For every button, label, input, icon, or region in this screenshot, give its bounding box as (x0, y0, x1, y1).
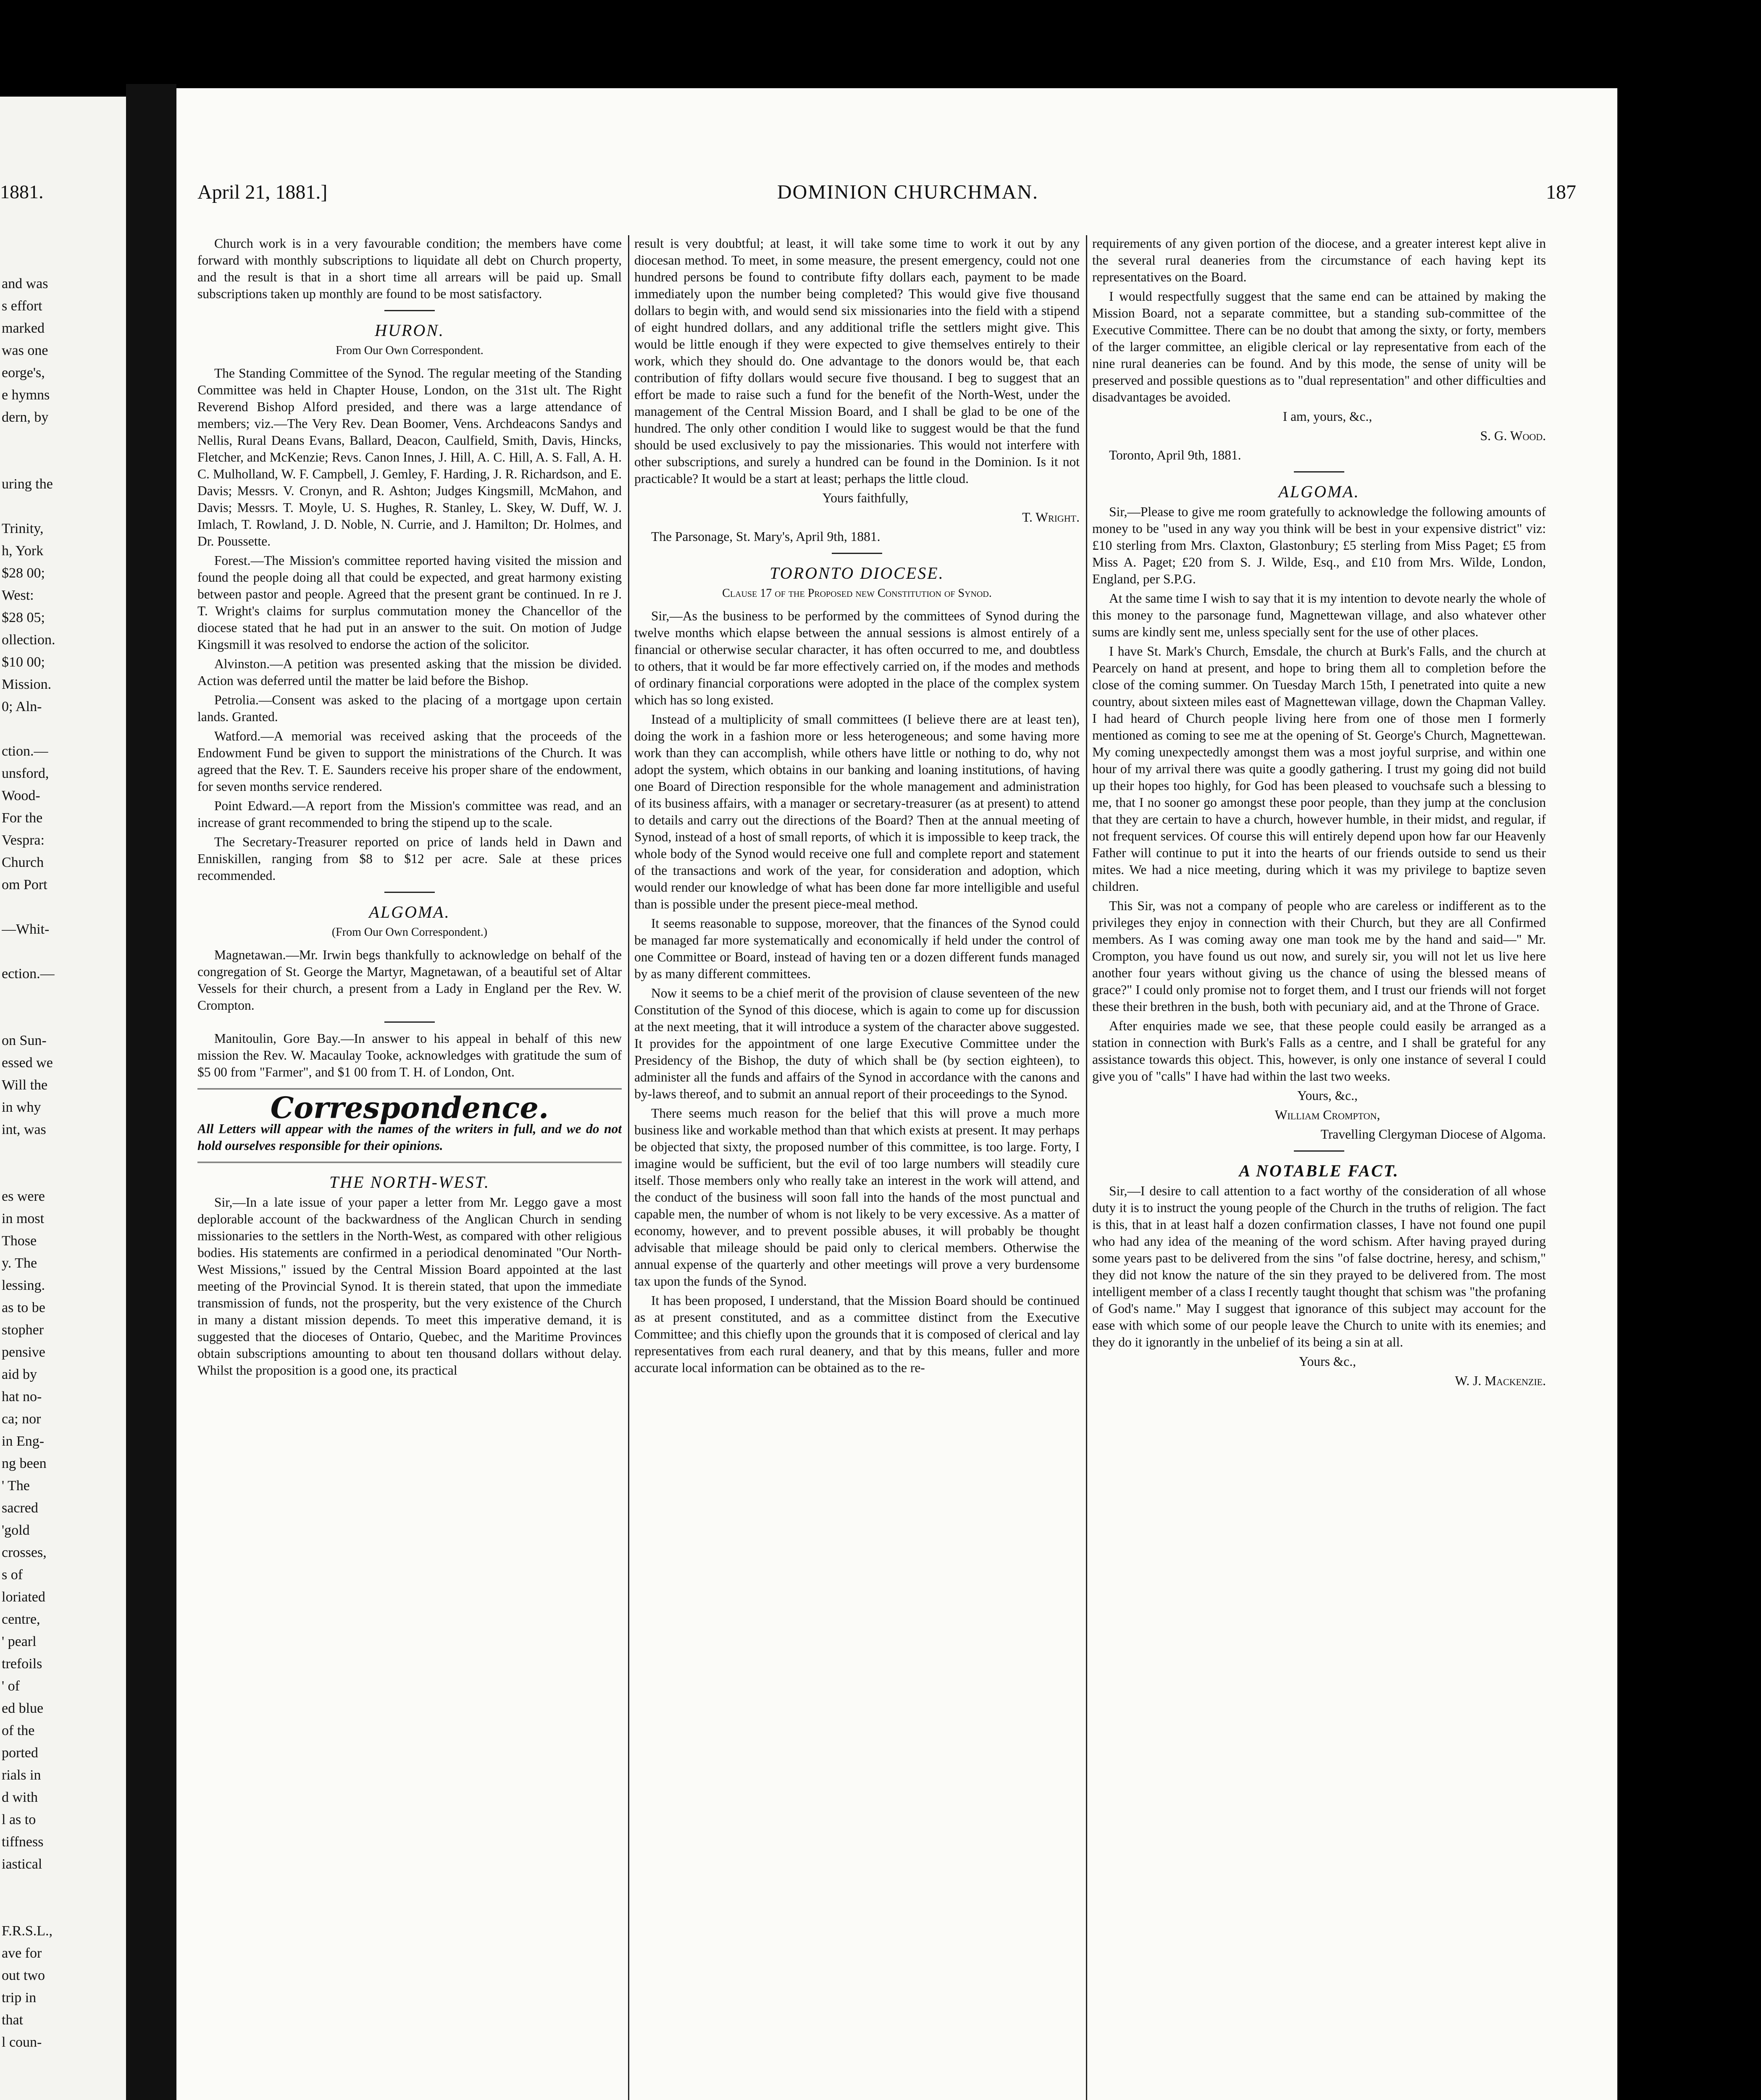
left-page-line: Those (2, 1233, 37, 1249)
left-page-line: ' The (2, 1478, 30, 1494)
correspondence-heading: Correspondence. (270, 1090, 549, 1125)
north-west-heading: THE NORTH-WEST. (329, 1173, 490, 1192)
left-page-line: ng been (2, 1456, 47, 1471)
left-page-line: F.R.S.L., (2, 1923, 53, 1939)
left-page-line: rials in (2, 1767, 41, 1783)
left-page-line: stopher (2, 1322, 44, 1338)
letter-place: The Parsonage, St. Mary's, April 9th, 1881. (651, 529, 880, 544)
algoma-letter-paragraph: At the same time I wish to say that it is my intention to devote nearly the whole of this money to the parsonage fund, Magnettewan village, and also whatever other sums are kindly sent me, unless specially sent for the use of other places. (1092, 591, 1546, 639)
left-page-line: Mission. (2, 677, 52, 692)
left-page-line: that (2, 2012, 23, 2028)
huron-paragraph: Petrolia.—Consent was asked to the placing of a mortgage upon certain lands. Granted. (197, 693, 622, 724)
left-page-line: as to be (2, 1300, 45, 1315)
left-page-line: centre, (2, 1612, 40, 1627)
toronto-continued: requirements of any given portion of the diocese, and a greater interest kept alive in the several rural deaneries from the circumstance of each having kept its representatives on the Board. (1092, 236, 1546, 284)
toronto-paragraph: It has been proposed, I understand, that the Mission Board should be continued as at present constituted, and as a committee distinct from the Executive Committee; and this chiefly upon the grounds that it is composed of clerical and lay representatives from each rural deanery, and that by this means, fuller and more accurate local information can be obtained as to the re- (634, 1293, 1080, 1375)
left-page-line: in Eng- (2, 1433, 45, 1449)
huron-paragraph: Forest.—The Mission's committee reported having visited the mission and found the people doing all that could be expected, and great harmony existing between pastor and people. Agreed that the present grant be continued. In re J. T. Wright's claims for surplus commutation money the Chancellor of the diocese stated that he had put in an answer to the suit. On motion of Judge Kingsmill it was resolved to endorse the action of the solicitor. (197, 553, 622, 652)
page-number: 187 (1546, 181, 1576, 203)
correspondence-note: All Letters will appear with the names of the writers in full, and we do not hold ourselves responsible for their opinions. (197, 1121, 622, 1153)
left-page-line: unsford, (2, 766, 49, 781)
algoma-letter-paragraph: This Sir, was not a company of people who are careless or indifferent as to the privileges they enjoy in connection with their Church, but they are all Confirmed members. As I was coming away one man took me by the hand and said—" Mr. Crompton, you have found us out now, and surely sir, you will not let us live here another four years without giving us the chance of using the blessed means of grace?" I could only promise not to forget them, and I trust our friends will not forget these their brethren in the bush, both with pecuniary aid, and at the Throne of Grace. (1092, 898, 1546, 1014)
letter-closing: Yours faithfully, (822, 491, 909, 505)
left-page-line: $28 05; (2, 610, 45, 625)
column-1 (197, 235, 622, 2100)
divider (1294, 1150, 1344, 1152)
algoma-letter-paragraph: Sir,—Please to give me room gratefully to acknowledge the following amounts of money to be "used in any way you think will be best in your expensive district" viz: £10 sterling from Mrs. Claxton, Glastonbury; £5 sterling from Miss Paget; £5 from Miss A. Paget; £20 from S. J. Wilde, Esq., and £10 from Mrs. Wilde, London, England, per S.P.G. (1092, 504, 1546, 586)
left-page-line: trefoils (2, 1656, 42, 1672)
double-rule (197, 1088, 622, 1089)
column-rule (628, 235, 629, 2100)
toronto-paragraph: There seems much reason for the belief that this will prove a much more business like and workable method than that which exists at present. It may perhaps be objected that sixty, the proposed number of this committee, is too large. Forty, I imagine would be sufficient, but the evil of too large numbers will steadily cure itself. Those members only who really take an interest in the work will attend, and the conduct of the business will soon fall into the hands of the most punctual and capable men, the number of whom is not likely to be very excessive. As a matter of economy, however, and to prevent possible abuses, it will probably be thought advisable that mileage should be paid only to clerical members. Otherwise the annual expense of the quarterly and other meetings will prove a very burdensome tax upon the funds of the Synod. (634, 1106, 1080, 1289)
divider (384, 892, 435, 893)
toronto-paragraph: Now it seems to be a chief merit of the provision of clause seventeen of the new Constitution of the Synod of this diocese, which is again to come up for discussion at the next meeting, that it will introduce a system of the character above suggested. It provides for the appointment of one large Executive Committee under the Presidency of the Bishop, the duty of which shall be (by section eighteen), to administer all the funds and affairs of the Synod in accordance with the canons and by-laws thereof, and to submit an annual report of their proceedings to the Synod. (634, 986, 1080, 1101)
left-page-line: int, was (2, 1122, 46, 1137)
algoma-letter-paragraph: I have St. Mark's Church, Emsdale, the church at Burk's Falls, and the church at Pearcely on hand at present, and hope to bring them all to completion before the close of the coming summer. On Tuesday March 15th, I penetrated into quite a new country, about sixteen miles east of Magnettewan village, down the Chapman Valley. I had heard of Church people living here from one of those men I formerly mentioned as coming to see me at the opening of St. George's Church, Magnettewan. My coming unexpectedly amongst them was a most joyful surprise, and within one hour of my arrival there was quite a goodly gathering. I trust my going did not build up their hopes too highly, for God has been pleased to vouchsafe such a blessing to me, that I no sooner go amongst these poor people, than they jump at the conclusion that they are certain to have a church, however humble, in their midst, and regular, if not frequent services. Of course this will entirely depend upon how far our Heavenly Father will continue to put it into the hearts of our friends outside to send us their mites. We had a nice meeting, during which it was my privilege to baptize seven children. (1092, 644, 1546, 894)
left-page-line: s effort (2, 298, 42, 314)
left-page-line: —Whit- (2, 921, 50, 937)
intro-paragraph: Church work is in a very favourable condition; the members have come forward with monthly subscriptions to liquidate all debt on Church property, and the result is that in a short time all arrears will be paid up. Small subscriptions taken up monthly are found to be most satisfactory. (197, 236, 622, 301)
left-page-line: l as to (2, 1812, 36, 1827)
north-west-paragraph: Sir,—In a late issue of your paper a letter from Mr. Leggo gave a most deplorable account of the backwardness of the Anglican Church in sending missionaries to the settlers in the North-West, as compared with other religious bodies. His statements are confirmed in a periodical denominated "Our North-West Missions," issued by the Central Mission Board appointed at the last meeting of the Provincial Synod. It is therein stated, that upon the immediate transmission of funds, not the prosperity, but the very existence of the Church in many a distant mission depends. To meet this imperative demand, it is suggested that the dioceses of Ontario, Quebec, and the Maritime Provinces obtain subscriptions amounting to about ten thousand dollars without delay. Whilst the proposition is a good one, its practical (197, 1195, 622, 1378)
left-page-line: Vespra: (2, 832, 45, 848)
column-rule (1086, 235, 1087, 2100)
letter-closing: Yours, &c., (1297, 1088, 1358, 1103)
left-page-line: Will the (2, 1077, 48, 1093)
left-page-line: $10 00; (2, 654, 45, 670)
left-page-fragment (0, 97, 126, 2100)
algoma-subheading: (From Our Own Correspondent.) (331, 926, 488, 939)
left-page-line: ported (2, 1745, 38, 1761)
left-page-line: ection.— (2, 966, 55, 982)
letter-closing: I am, yours, &c., (1283, 409, 1372, 424)
left-page-line: For the (2, 810, 43, 826)
letter-role: Travelling Clergyman Diocese of Algoma. (1320, 1127, 1546, 1142)
huron-heading: HURON. (375, 321, 444, 340)
notable-fact-paragraph: Sir,—I desire to call attention to a fact worthy of the consideration of all whose duty it is to instruct the young people of the Church in the truths of religion. The fact is this, that in at least half a dozen confirmation classes, I have not found one pupil who had any idea of the meaning of the word schism. After having prayed during some years past to be delivered from the sins "of false doctrine, heresy, and schism," they did not know the nature of the sin they prayed to be delivered from. The most intelligent member of a class I recently taught thought that schism was "the profaning of God's name." May I suggest that ignorance of this subject may account for the ease with which some of our people leave the Church to unite with its enemies; and they do it ignorantly in the unbelief of its being a sin at all. (1092, 1184, 1546, 1349)
left-page-line: ollection. (2, 632, 55, 648)
left-page-line (2, 2098, 126, 2100)
left-page-line: y. The (2, 1255, 37, 1271)
left-page-line: Wood- (2, 788, 40, 803)
left-page-line: eorge's, (2, 365, 45, 381)
toronto-paragraph: Sir,—As the business to be performed by the committees of Synod during the twelve months which elapse between the annual sessions is almost entirely of a financial or otherwise secular character, it has often occurred to me, and doubtless to others, that it would be far more effectively carried on, if the modes and methods of ordinary financial corporations were adopted in the place of the complex system which has so long existed. (634, 609, 1080, 707)
left-page-line: lessing. (2, 1278, 45, 1293)
header-title: DOMINION CHURCHMAN. (777, 181, 1039, 203)
huron-paragraph: Watford.—A memorial was received asking that the proceeds of the Endowment Fund be given to support the ministrations of the Church. It was agreed that the Rev. T. E. Saunders receive his proper share of the endowment, for seven months service rendered. (197, 729, 622, 794)
divider (384, 1021, 435, 1023)
huron-paragraph: Point Edward.—A report from the Mission's committee was read, and an increase of grant recommended to bring the stipend up to the scale. (197, 798, 622, 830)
left-page-line: trip in (2, 1990, 37, 2006)
toronto-paragraph: It seems reasonable to suppose, moreover, that the finances of the Synod could be managed far more systematically and economically if held under the control of one Committee or Board, instead of having ten or a dozen different funds managed by as many different committees. (634, 916, 1080, 981)
left-page-line: was one (2, 343, 48, 358)
left-page-line: Church (2, 855, 44, 870)
left-page-line: in most (2, 1211, 45, 1226)
notable-fact-heading: A NOTABLE FACT. (1239, 1161, 1399, 1180)
column-2 (634, 235, 1080, 2100)
left-page-line: and was (2, 276, 48, 291)
huron-paragraph: Alvinston.—A petition was presented asking that the mission be divided. Action was deferred until the matter be laid before the Bishop. (197, 656, 622, 688)
left-page-line: h, York (2, 543, 44, 559)
left-page-line: $28 00; (2, 565, 45, 581)
left-page-line: loriated (2, 1589, 45, 1605)
left-page-line: d with (2, 1790, 38, 1805)
left-page-line: 'gold (2, 1522, 30, 1538)
left-page-line: ed blue (2, 1701, 44, 1716)
left-page-line: ca; nor (2, 1411, 41, 1427)
toronto-paragraph: I would respectfully suggest that the same end can be attained by making the Mission Board, not a separate committee, but a standing sub-committee of the Executive Committee. There can be no doubt that among the sixty, or forty, members of the larger committee, an eligible clerical or lay representative from each of the nine rural deaneries can be found. And by this mode, the sense of unity will be preserved and possible questions as to "dual representation" and other difficulties and disadvantages be avoided. (1092, 289, 1546, 404)
left-page-line: of the (2, 1723, 35, 1738)
letter-signature: William Crompton, (1275, 1108, 1380, 1122)
algoma-paragraph: Manitoulin, Gore Bay.—In answer to his appeal in behalf of this new mission the Rev. W. Macaulay Tooke, acknowledges with gratitude the sum of $5 00 from "Farmer", and $1 00 from T. H. of London, Ont. (197, 1031, 622, 1079)
left-page-line: es were (2, 1189, 45, 1204)
header-date: April 21, 1881.] (197, 181, 328, 203)
left-page-line: ave for (2, 1945, 42, 1961)
left-page-line: hat no- (2, 1389, 42, 1404)
left-page-line: Trinity, (2, 521, 44, 536)
column-3 (1092, 235, 1546, 2100)
left-page-line: out two (2, 1968, 45, 1983)
running-header (176, 88, 1617, 203)
left-page-line: iastical (2, 1856, 42, 1872)
left-page-line: marked (2, 320, 45, 336)
letter-closing: Yours &c., (1299, 1354, 1356, 1369)
huron-subheading: From Our Own Correspondent. (336, 344, 484, 357)
double-rule (197, 1162, 622, 1163)
left-page-line: s of (2, 1567, 23, 1583)
divider (384, 310, 435, 311)
divider (1294, 471, 1344, 472)
toronto-heading: TORONTO DIOCESE. (770, 564, 944, 583)
left-page-line: sacred (2, 1500, 38, 1516)
huron-paragraph: The Secretary-Treasurer reported on price of lands held in Dawn and Enniskillen, ranging from $8 to $12 per acre. Sale at these prices recommended. (197, 835, 622, 883)
left-page-line: 0; Aln- (2, 699, 42, 714)
left-page-line: aid by (2, 1367, 37, 1382)
letter-place: Toronto, April 9th, 1881. (1109, 448, 1241, 462)
letter-signature: T. Wright. (1022, 510, 1080, 525)
left-page-line: e hymns (2, 387, 50, 403)
toronto-subheading: Clause 17 of the Proposed new Constitution of Synod. (722, 587, 992, 600)
huron-paragraph: The Standing Committee of the Synod. The regular meeting of the Standing Committee was held in Chapter House, London, on the 31st ult. The Right Reverend Bishop Alford presided, and there was a large attendance of members; viz.—The Very Rev. Dean Boomer, Vens. Archdeacons Sandys and Nellis, Rural Deans Evans, Ballard, Deacon, Caulfield, Smith, Davis, Hincks, Fletcher, and McKenzie; Revs. Canon Innes, J. Hill, A. C. Hill, A. S. Fall, A. H. C. Mulholland, W. F. Campbell, J. Gemley, F. Harding, J. R. Richardson, and E. Davis; Messrs. V. Cronyn, and R. Ashton; Judges Kingsmill, McMahon, and Davis; Messrs. T. Moyle, U. S. Hughes, R. Stanley, L. Skey, W. Duff, W. J. Imlach, T. Rowland, J. D. Noble, N. Currie, and J. Hamilton; Dr. Holmes, and Dr. Poussette. (197, 366, 622, 549)
left-page-line: crosses, (2, 1545, 47, 1560)
left-page-line: uring the (2, 476, 53, 492)
toronto-paragraph: Instead of a multiplicity of small committees (I believe there are at least ten), doing the work in a fashion more or less heterogeneous; and some having more work than they can accomplish, while others have little or nothing to do, why not adopt the system, which obtains in our banking and loaning institutions, of having one Board of Direction responsible for the whole management and administration of its business affairs, with a manager or secretary-treasurer (as at present) to attend to details and carry out the directions of the Board? Then at the annual meeting of Synod, instead of a host of small reports, of which it is impossible to keep track, the whole body of the Synod would receive one full and complete report and statement of the transactions and work of the year, for consideration and adoption, which would render our knowledge of what has been done far more intelligible and useful than is possible under the present piece-meal method. (634, 712, 1080, 911)
algoma-heading: ALGOMA. (369, 903, 450, 921)
left-page-line: tiffness (2, 1834, 44, 1850)
algoma-letter-paragraph: After enquiries made we see, that these people could easily be arranged as a station in connection with Burk's Falls as a centre, and I shall be grateful for any assistance towards this object. This, however, is only one instance of several I could give you of "calls" I have had within the last two weeks. (1092, 1018, 1546, 1084)
divider (832, 553, 882, 554)
letter-signature: W. J. Mackenzie. (1455, 1373, 1546, 1388)
left-page-line: ' of (2, 1678, 20, 1694)
left-page-line: dern, by (2, 410, 49, 425)
left-page-line: in why (2, 1100, 41, 1115)
left-page-line: essed we (2, 1055, 53, 1071)
left-page-line: ction.— (2, 743, 48, 759)
left-page-line: on Sun- (2, 1033, 47, 1048)
left-page-header: 1881. (0, 181, 44, 202)
algoma-paragraph: Magnetawan.—Mr. Irwin begs thankfully to acknowledge on behalf of the congregation of St. George the Martyr, Magnetawan, of a beautiful set of Altar Vessels for their church, a present from a Lady in England per the Rev. W. Crompton. (197, 948, 622, 1013)
left-page-line: pensive (2, 1344, 45, 1360)
left-page-line: l coun- (2, 2034, 42, 2050)
left-page-line: West: (2, 588, 34, 603)
letter-signature: S. G. Wood. (1480, 428, 1546, 443)
book-gutter (126, 84, 176, 2100)
north-west-continued: result is very doubtful; at least, it will take some time to work it out by any diocesan method. To meet, in some measure, the present emergency, could not one hundred persons be found to contribute fifty dollars each, payment to be made immediately upon the number being completed? This would give five thousand dollars to begin with, and would send six missionaries into the field with a stipend of eight hundred dollars, and any additional trifle the settlers might give. This would be little enough if they were expected to give themselves entirely to their work, which they should do. One advantage to the donors would be, that each contribution of fifty dollars would secure five thousand. I beg to suggest that an effort be made to raise such a fund for the benefit of the North-West, under the management of the Central Mission Board, and I shall be glad to be one of the hundred. The only other condition I would like to suggest would be that the fund should be used exclusively to pay the missionaries. This would not interfere with other subscriptions, and surely a hundred can be found in the Dominion. Is it not practicable? It would be a start at least; perhaps the little cloud. (634, 236, 1080, 486)
left-page-line: om Port (2, 877, 47, 892)
algoma-letter-heading: ALGOMA. (1278, 482, 1360, 501)
left-page-line: ' pearl (2, 1634, 37, 1649)
